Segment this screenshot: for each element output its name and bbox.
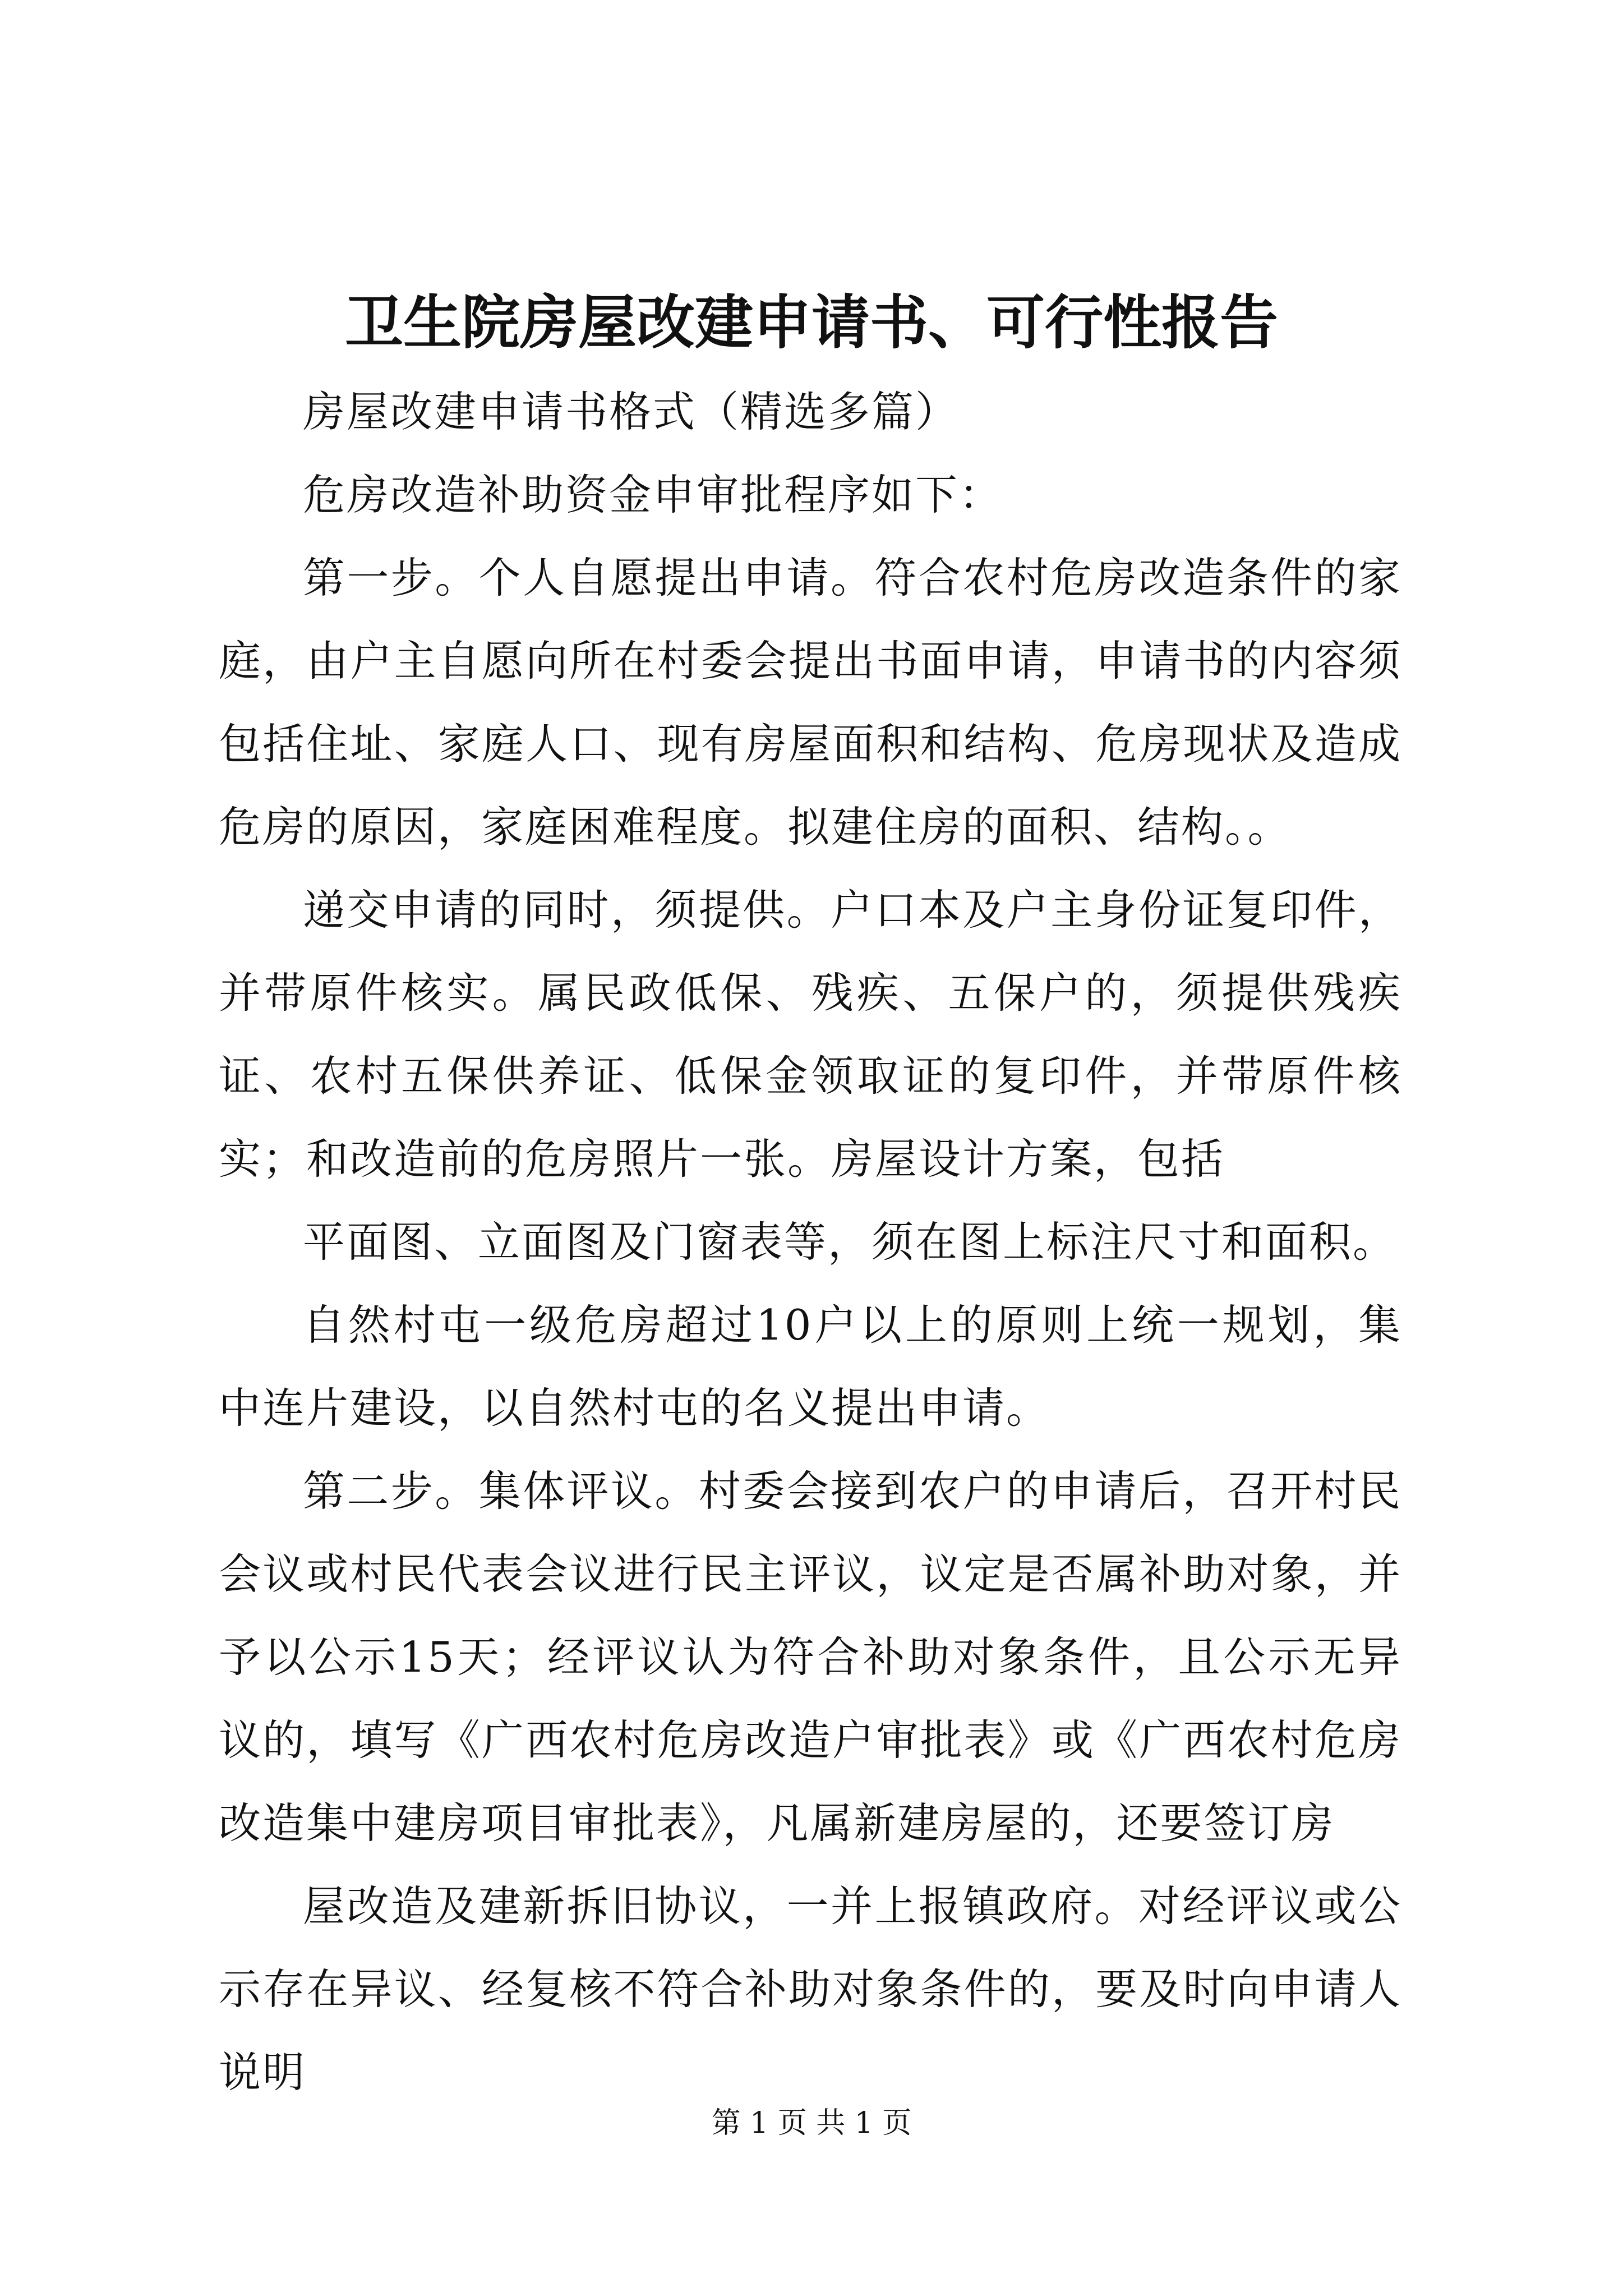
document-body	[219, 370, 1402, 2114]
paragraph: 屋改造及建新拆旧协议，一并上报镇政府。对经评议或公示存在异议、经复核不符合补助对象条件的，要及时向申请人说明	[219, 1881, 1402, 2097]
document-title: 卫生院房屋改建申请书、可行性报告	[344, 288, 1278, 357]
paragraph: 平面图、立面图及门窗表等，须在图上标注尺寸和面积。	[303, 1217, 1397, 1267]
paragraph: 危房改造补助资金申审批程序如下：	[303, 470, 1003, 519]
paragraph: 第一步。个人自愿提出申请。符合农村危房改造条件的家庭，由户主自愿向所在村委会提出书面申请，申请书的内容须包括住址、家庭人口、现有房屋面积和结构、危房现状及造成危房的原因，家庭困难程度。拟建住房的面积、结构。。	[219, 553, 1402, 852]
page-number-footer: 第 1 页 共 1 页	[711, 2106, 912, 2140]
paragraph: 第二步。集体评议。村委会接到农户的申请后，召开村民会议或村民代表会议进行民主评议，议定是否属补助对象，并予以公示15天；经评议认为符合补助对象条件，且公示无异议的，填写《广西农村危房改造户审批表》或《广西农村危房改造集中建房项目审批表》，凡属新建房屋的，还要签订房	[219, 1466, 1402, 1848]
paragraph: 自然村屯一级危房超过10户以上的原则上统一规划，集中连片建设，以自然村屯的名义提出申请。	[219, 1300, 1402, 1433]
paragraph: 递交申请的同时，须提供。户口本及户主身份证复印件，并带原件核实。属民政低保、残疾、五保户的，须提供残疾证、农村五保供养证、低保金领取证的复印件，并带原件核实；和改造前的危房照片一张。房屋设计方案，包括	[219, 885, 1402, 1184]
paragraph: 房屋改建申请书格式（精选多篇）	[303, 387, 960, 436]
